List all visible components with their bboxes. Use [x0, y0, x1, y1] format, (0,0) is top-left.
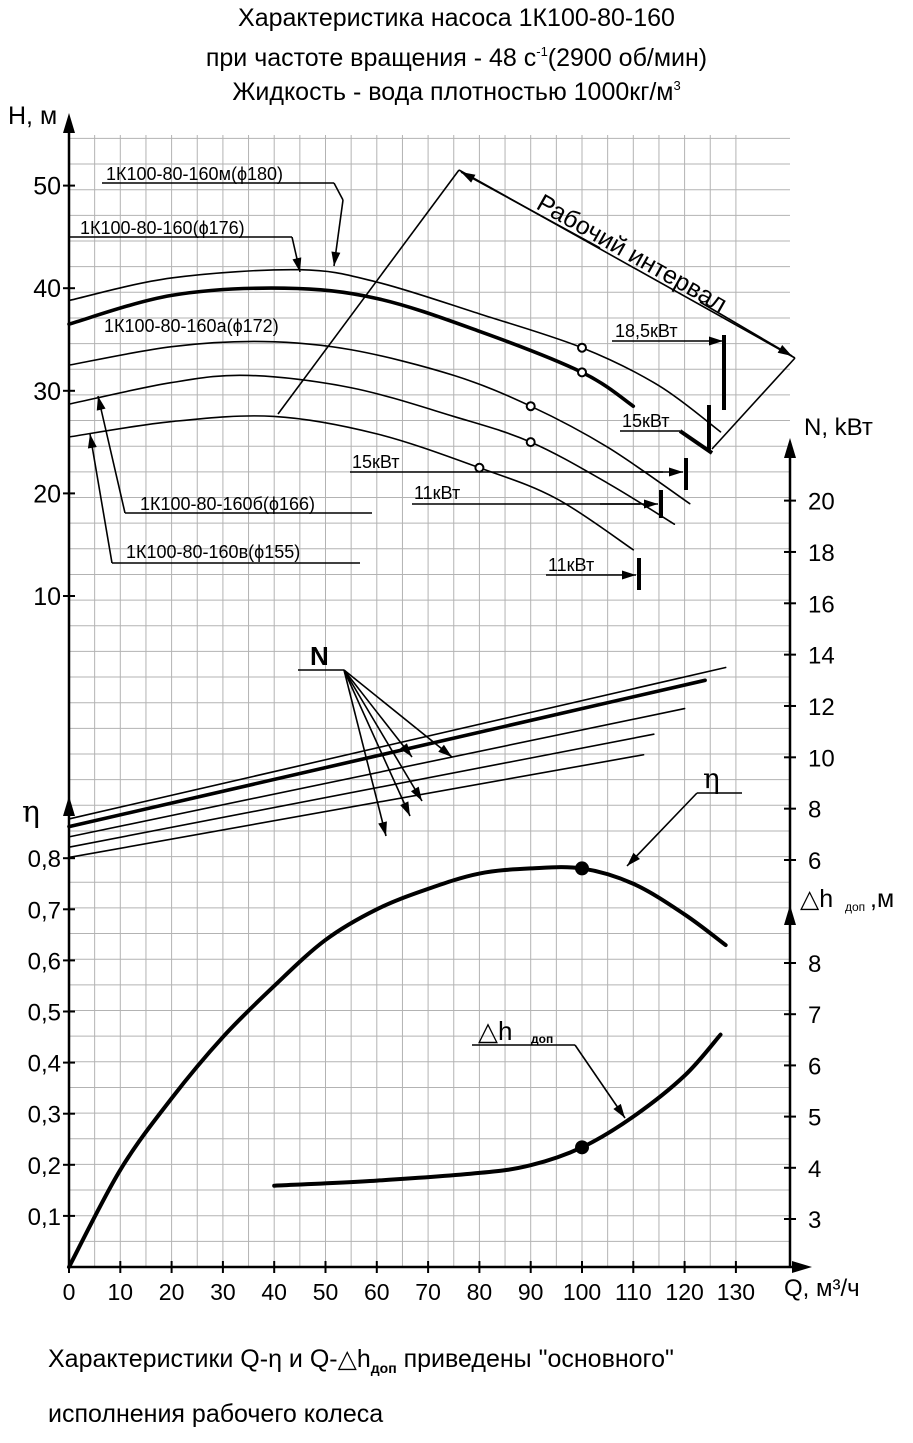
eta-axis-arrow — [63, 796, 75, 816]
x-tick-label: 0 — [62, 1279, 76, 1305]
eta-tick-label: 0,8 — [27, 846, 61, 874]
dh-callout-arrow-head — [613, 1104, 625, 1118]
label-pump-m-180: 1К100-80-160м(ϕ180) — [106, 164, 284, 184]
x-tick-label: 120 — [665, 1279, 704, 1305]
operating-point-marker — [578, 368, 586, 376]
dh-tick-label: 5 — [808, 1104, 822, 1132]
power-label-15-b: 15кВт — [352, 452, 400, 472]
x-tick-label: 80 — [466, 1279, 493, 1305]
footnote-line-1 — [48, 1345, 674, 1382]
n-tick-label: 14 — [808, 642, 835, 670]
x-tick-label: 100 — [562, 1279, 602, 1305]
power-label-18-5: 18,5кВт — [615, 321, 678, 341]
n-tick-label: 8 — [808, 796, 822, 824]
leader-b-arrow-head — [97, 396, 106, 411]
dh-point-marker — [575, 1140, 589, 1154]
label-pump-176: 1К100-80-160(ϕ176) — [80, 218, 245, 238]
n-callout-arrow-head — [378, 821, 387, 836]
eta-tick-label: 0,1 — [27, 1203, 61, 1231]
operating-point-marker — [475, 464, 483, 472]
labels — [8, 102, 894, 1302]
x-tick-label: 110 — [614, 1279, 652, 1305]
n-tick-label: 18 — [808, 539, 835, 567]
footnote-line-1-sub: доп — [370, 1360, 397, 1376]
n-callout-arrow — [344, 670, 422, 801]
n-tick-label: 20 — [808, 488, 835, 516]
title-line-3-exponent: 3 — [673, 78, 681, 93]
label-pump-a-172: 1К100-80-160а(ϕ172) — [104, 316, 279, 336]
series-line-dh — [274, 1035, 720, 1186]
power-11b-arrow-head — [622, 571, 636, 580]
label-pump-v-155: 1К100-80-160в(ϕ155) — [126, 542, 301, 562]
x-tick-label: 90 — [517, 1279, 544, 1305]
dh-tick-label: 6 — [808, 1053, 822, 1081]
n-tick-label: 16 — [808, 591, 835, 619]
eta-tick-label: 0,3 — [27, 1101, 61, 1129]
n-axis-label: N, kВт — [804, 414, 873, 441]
h-tick-label: 20 — [33, 480, 61, 509]
n-callout-arrow — [344, 670, 386, 836]
working-interval-arrow-right-head — [778, 345, 792, 356]
h-tick-label: 10 — [33, 583, 61, 611]
power-11a-arrow-head — [644, 500, 658, 509]
x-tick-label: 70 — [415, 1279, 441, 1305]
n-callout-arrow-head — [411, 787, 422, 801]
leader-v-arrow — [90, 434, 112, 563]
dh-callout-main: △h — [478, 1016, 513, 1046]
eta-peak-marker — [575, 861, 589, 875]
n-tick-label: 6 — [808, 848, 822, 875]
power-label-11-a: 11кВт — [414, 483, 461, 503]
n-callout-arrow-head — [438, 745, 452, 757]
h-tick-label: 50 — [33, 172, 61, 201]
dh-callout-sub: доп — [531, 1032, 554, 1046]
x-tick-label: 60 — [364, 1279, 390, 1305]
title-line-2-exponent: -1 — [536, 44, 548, 59]
dh-tick-label: 8 — [808, 951, 822, 978]
eta-tick-label: 0,7 — [27, 897, 61, 925]
n-tick-label: 12 — [808, 693, 835, 721]
title-line-3-text: Жидкость - вода плотностью 1000кг/м — [232, 78, 674, 106]
n-axis-arrow — [784, 438, 796, 458]
operating-point-marker — [578, 344, 586, 352]
x-axis-arrow — [792, 1261, 812, 1273]
eta-callout-arrow — [627, 793, 697, 866]
series-line-N — [69, 667, 726, 818]
eta-callout-label: η — [703, 762, 720, 795]
power-15b-arrow-head — [669, 468, 683, 477]
n-tick-label: 10 — [808, 745, 835, 773]
leader-v-arrow-head — [88, 434, 97, 449]
leader-m — [334, 183, 343, 200]
h-tick-label: 40 — [33, 275, 61, 304]
eta-tick-label: 0,5 — [27, 999, 61, 1027]
series-line-eta — [69, 867, 726, 1267]
eta-tick-label: 0,2 — [27, 1152, 61, 1180]
power-label-11-b: 11кВт — [548, 555, 595, 575]
working-interval-label: Рабочий интервал — [532, 188, 732, 319]
annotations — [69, 164, 795, 1118]
eta-tick-label: 0,4 — [27, 1050, 61, 1078]
x-tick-label: 20 — [158, 1279, 185, 1305]
dh-axis-label-unit: ,м — [870, 885, 895, 913]
eta-axis-label: η — [22, 795, 40, 830]
eta-tick-label: 0,6 — [27, 948, 61, 976]
x-axis-label: Q, м³/ч — [784, 1275, 860, 1302]
label-pump-b-166: 1К100-80-160б(ϕ166) — [140, 494, 315, 514]
power-185-arrow-head — [709, 337, 723, 346]
operating-point-marker — [527, 402, 535, 410]
footnote-line-1-a: Характеристики Q-η и Q-△h — [48, 1345, 371, 1373]
dh-axis-label-main: △h — [800, 885, 834, 913]
x-tick-label: 10 — [107, 1279, 134, 1305]
footnote-line-1-b: приведены "основного" — [396, 1345, 674, 1373]
dh-tick-label: 4 — [808, 1155, 822, 1183]
power-label-15-a: 15кВт — [622, 411, 670, 431]
dh-tick-label: 7 — [808, 1002, 822, 1030]
n-callout-arrow — [344, 670, 452, 757]
h-tick-label: 30 — [33, 377, 61, 406]
x-tick-label: 130 — [716, 1279, 756, 1305]
grid — [69, 135, 790, 1267]
leader-m-arrow-head — [331, 252, 340, 266]
h-axis-arrow — [63, 113, 75, 133]
working-interval-arrow-left-head — [461, 172, 475, 183]
operating-point-marker — [527, 438, 535, 446]
h-axis-label: Н, м — [8, 102, 58, 130]
x-tick-label: 40 — [261, 1279, 287, 1305]
dh-axis-label-sub: доп — [845, 900, 866, 914]
dh-tick-label: 3 — [808, 1207, 822, 1234]
footnote-line-2: исполнения рабочего колеса — [48, 1400, 384, 1428]
x-tick-label: 50 — [312, 1279, 339, 1305]
n-callout-arrow-head — [400, 801, 410, 816]
series-line-H — [69, 270, 721, 432]
chart-title-line-1: Характеристика насоса 1К100-80-160 — [238, 4, 675, 32]
title-line-2-text: при частоте вращения - 48 с — [205, 44, 537, 72]
leader-b-arrow — [98, 396, 125, 513]
x-tick-label: 30 — [210, 1279, 236, 1305]
title-line-2-rpm: (2900 об/мин) — [547, 44, 708, 72]
n-callout-label: N — [310, 641, 329, 671]
